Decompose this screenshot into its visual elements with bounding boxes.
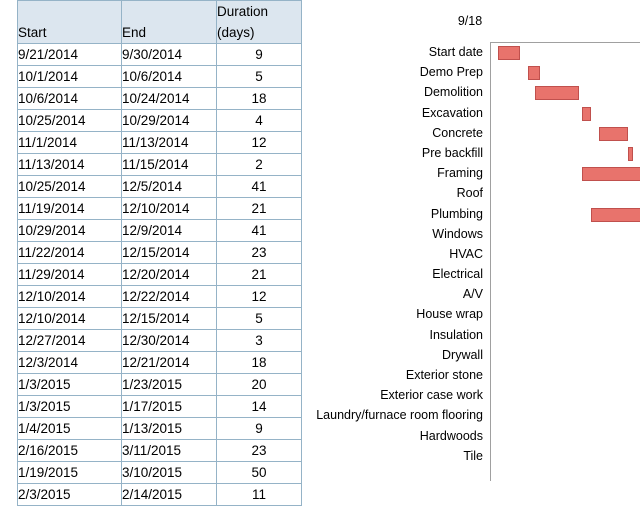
cell-end[interactable]: 1/23/2015 — [122, 374, 217, 396]
column-header-duration-line1: Duration — [217, 4, 269, 19]
chart-category-label: Drywall — [442, 347, 483, 362]
chart-bar-row — [491, 346, 640, 366]
chart-bar-row — [491, 164, 640, 184]
chart-category-label: Windows — [432, 226, 483, 241]
table-row[interactable] — [18, 242, 302, 264]
cell-end[interactable]: 3/11/2015 — [122, 440, 217, 462]
chart-bar-row — [491, 144, 640, 164]
chart-bar-row — [491, 124, 640, 144]
table-header — [18, 1, 302, 44]
table-row[interactable] — [18, 352, 302, 374]
chart-bar-row — [491, 265, 640, 285]
cell-duration[interactable]: 41 — [217, 176, 302, 198]
cell-start[interactable]: 12/10/2014 — [18, 308, 122, 330]
column-header-start[interactable]: Start — [18, 1, 122, 44]
chart-category-label: Demolition — [423, 85, 483, 100]
chart-bar[interactable] — [535, 86, 579, 100]
cell-start[interactable]: 12/27/2014 — [18, 330, 122, 352]
table-row[interactable] — [18, 286, 302, 308]
table-row[interactable] — [18, 440, 302, 462]
cell-start[interactable]: 10/29/2014 — [18, 220, 122, 242]
cell-duration[interactable]: 23 — [217, 242, 302, 264]
chart-category-label: House wrap — [416, 307, 483, 322]
cell-start[interactable]: 10/25/2014 — [18, 110, 122, 132]
cell-start[interactable]: 1/3/2015 — [18, 374, 122, 396]
cell-end[interactable]: 12/15/2014 — [122, 308, 217, 330]
cell-duration[interactable]: 50 — [217, 462, 302, 484]
chart-bar[interactable] — [498, 46, 520, 60]
cell-end[interactable]: 1/17/2015 — [122, 396, 217, 418]
cell-end[interactable]: 12/20/2014 — [122, 264, 217, 286]
chart-category-label: Tile — [463, 448, 483, 463]
chart-category-label: Plumbing — [430, 206, 483, 221]
chart-category-label: Pre backfill — [421, 145, 483, 160]
chart-category-label: Insulation — [429, 327, 483, 342]
table-row[interactable] — [18, 462, 302, 484]
cell-end[interactable]: 12/5/2014 — [122, 176, 217, 198]
table-row[interactable] — [18, 66, 302, 88]
table-row[interactable] — [18, 374, 302, 396]
chart-bar[interactable] — [591, 208, 640, 222]
chart-bar-row — [491, 406, 640, 426]
chart-category-label: Exterior stone — [405, 368, 483, 382]
chart-category-label: Hardwoods — [419, 428, 483, 443]
cell-duration[interactable]: 21 — [217, 264, 302, 286]
chart-bar-row — [491, 184, 640, 204]
cell-end[interactable]: 10/29/2014 — [122, 110, 217, 132]
chart-bar-row — [491, 205, 640, 225]
cell-start[interactable]: 9/21/2014 — [18, 44, 122, 66]
table-body — [18, 44, 302, 506]
table-row[interactable] — [18, 264, 302, 286]
cell-duration[interactable]: 41 — [217, 220, 302, 242]
cell-duration[interactable]: 12 — [217, 286, 302, 308]
chart-bar-row — [491, 305, 640, 325]
table-grid — [17, 0, 302, 506]
cell-end[interactable]: 12/30/2014 — [122, 330, 217, 352]
chart-plot-area — [490, 42, 640, 481]
table-row[interactable] — [18, 220, 302, 242]
cell-end[interactable]: 1/13/2015 — [122, 418, 217, 440]
table-row[interactable] — [18, 110, 302, 132]
cell-duration[interactable]: 20 — [217, 374, 302, 396]
cell-start[interactable]: 10/6/2014 — [18, 88, 122, 110]
chart-bar-row — [491, 225, 640, 245]
cell-duration[interactable]: 18 — [217, 352, 302, 374]
chart-category-label: HVAC — [449, 246, 483, 261]
cell-duration[interactable]: 14 — [217, 396, 302, 418]
cell-duration[interactable]: 3 — [217, 330, 302, 352]
chart-category-label: Laundry/furnace room flooring — [316, 408, 483, 423]
chart-category-label: Concrete — [432, 125, 483, 140]
chart-bar-row — [491, 104, 640, 124]
chart-bar-row — [491, 366, 640, 386]
chart-bar-row — [491, 427, 640, 447]
chart-category-label: Exterior case work — [380, 388, 483, 403]
chart-category-label: Roof — [456, 186, 483, 201]
chart-bar[interactable] — [599, 127, 628, 141]
cell-start[interactable]: 2/3/2015 — [18, 484, 122, 506]
chart-category-label: Demo Prep — [419, 65, 483, 80]
cell-end[interactable]: 9/30/2014 — [122, 44, 217, 66]
chart-bar-row — [491, 83, 640, 103]
cell-duration[interactable]: 9 — [217, 44, 302, 66]
schedule-table — [17, 0, 300, 506]
cell-end[interactable]: 11/13/2014 — [122, 132, 217, 154]
cell-start[interactable]: 11/22/2014 — [18, 242, 122, 264]
chart-category-label: Excavation — [421, 105, 483, 120]
table-row[interactable] — [18, 418, 302, 440]
cell-end[interactable]: 10/6/2014 — [122, 66, 217, 88]
cell-start[interactable]: 11/1/2014 — [18, 132, 122, 154]
table-row[interactable] — [18, 198, 302, 220]
cell-duration[interactable]: 9 — [217, 418, 302, 440]
cell-duration[interactable]: 21 — [217, 198, 302, 220]
column-header-end[interactable]: End — [122, 1, 217, 44]
chart-category-label: Start date — [428, 45, 483, 59]
cell-start[interactable]: 11/29/2014 — [18, 264, 122, 286]
table-row[interactable] — [18, 132, 302, 154]
cell-start[interactable]: 11/19/2014 — [18, 198, 122, 220]
cell-start[interactable]: 2/16/2015 — [18, 440, 122, 462]
table-row[interactable] — [18, 330, 302, 352]
chart-bar-row — [491, 63, 640, 83]
cell-start[interactable]: 12/10/2014 — [18, 286, 122, 308]
cell-duration[interactable]: 23 — [217, 440, 302, 462]
cell-end[interactable]: 12/15/2014 — [122, 242, 217, 264]
cell-duration[interactable]: 2 — [217, 154, 302, 176]
chart-bar-row — [491, 326, 640, 346]
chart-bar[interactable] — [628, 147, 633, 161]
chart-bar-row — [491, 447, 640, 467]
chart-bar[interactable] — [582, 167, 640, 181]
chart-bar-row — [491, 285, 640, 305]
cell-start[interactable]: 10/25/2014 — [18, 176, 122, 198]
cell-end[interactable]: 12/22/2014 — [122, 286, 217, 308]
table-row[interactable] — [18, 88, 302, 110]
cell-start[interactable]: 1/3/2015 — [18, 396, 122, 418]
table-row[interactable] — [18, 484, 302, 506]
column-header-duration[interactable] — [217, 1, 302, 44]
cell-start[interactable]: 12/3/2014 — [18, 352, 122, 374]
cell-end[interactable]: 12/21/2014 — [122, 352, 217, 374]
cell-duration[interactable]: 5 — [217, 308, 302, 330]
column-header-duration-line2: (days) — [217, 25, 255, 40]
chart-axis-tick-label: 9/18 — [457, 14, 483, 28]
chart-bar-row — [491, 245, 640, 265]
cell-start[interactable]: 1/19/2015 — [18, 462, 122, 484]
chart-category-label: Electrical — [432, 267, 483, 282]
cell-end[interactable]: 3/10/2015 — [122, 462, 217, 484]
cell-duration[interactable]: 5 — [217, 66, 302, 88]
chart-bar-row — [491, 43, 640, 63]
chart-bar-row — [491, 386, 640, 406]
cell-end[interactable]: 10/24/2014 — [122, 88, 217, 110]
gantt-chart — [300, 0, 640, 480]
cell-start[interactable]: 1/4/2015 — [18, 418, 122, 440]
table-row[interactable] — [18, 44, 302, 66]
cell-end[interactable]: 11/15/2014 — [122, 154, 217, 176]
cell-duration[interactable]: 11 — [217, 484, 302, 506]
cell-end[interactable]: 12/10/2014 — [122, 198, 217, 220]
table-row[interactable] — [18, 308, 302, 330]
chart-bar[interactable] — [582, 107, 592, 121]
table-row[interactable] — [18, 396, 302, 418]
chart-category-label: Framing — [437, 166, 483, 181]
cell-duration[interactable]: 18 — [217, 88, 302, 110]
cell-start[interactable]: 11/13/2014 — [18, 154, 122, 176]
cell-start[interactable]: 10/1/2014 — [18, 66, 122, 88]
cell-end[interactable]: 2/14/2015 — [122, 484, 217, 506]
cell-duration[interactable]: 12 — [217, 132, 302, 154]
cell-duration[interactable]: 4 — [217, 110, 302, 132]
table-header-row — [18, 1, 302, 44]
cell-end[interactable]: 12/9/2014 — [122, 220, 217, 242]
table-row[interactable] — [18, 176, 302, 198]
chart-category-axis — [300, 42, 490, 466]
chart-category-label: A/V — [462, 287, 483, 302]
table-row[interactable] — [18, 154, 302, 176]
chart-bar[interactable] — [528, 66, 540, 80]
